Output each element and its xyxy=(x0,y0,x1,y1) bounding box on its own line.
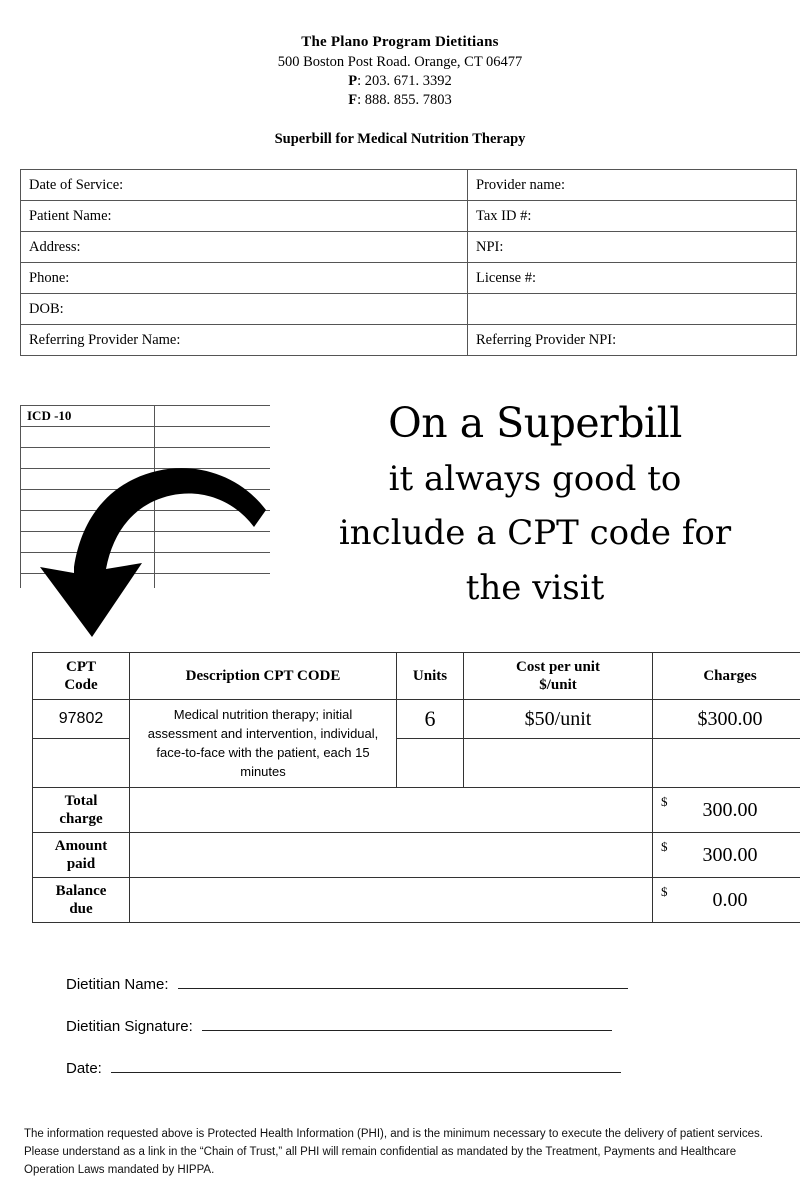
col-header-cost-line1: Cost per unit xyxy=(516,659,600,675)
table-row xyxy=(33,700,800,739)
footer-line-1: The information requested above is Protected Health Information (PHI), and is the minimum necessary to execute the delivery of patient services. xyxy=(24,1128,763,1140)
value-amount-paid xyxy=(653,833,800,878)
field-referring-provider-name: Referring Provider Name: xyxy=(21,325,468,356)
col-header-cpt-code-line1: CPT xyxy=(66,659,96,675)
field-address: Address: xyxy=(21,232,468,263)
value-amount-paid-amount: 300.00 xyxy=(702,843,758,866)
cell-spacer xyxy=(130,878,653,923)
signature-block xyxy=(66,975,766,1101)
annotation-line-3: include a CPT code for xyxy=(338,513,732,554)
table-row xyxy=(21,294,797,325)
date-row xyxy=(66,1059,766,1077)
field-date-of-service: Date of Service: xyxy=(21,170,468,201)
patient-provider-info-table xyxy=(20,169,797,356)
icd10-cell xyxy=(21,427,155,448)
dietitian-signature-label: Dietitian Signature: xyxy=(66,1018,193,1035)
table-row xyxy=(21,170,797,201)
table-row-total-charge xyxy=(33,788,800,833)
cell-units-empty xyxy=(397,739,464,788)
footer-line-2: Please understand as a link in the “Chain of Trust,” all PHI will remain confidential as mandated by the Treatment, Payments and Healthcare xyxy=(24,1145,737,1158)
col-header-description: Description CPT CODE xyxy=(130,653,397,700)
field-tax-id: Tax ID #: xyxy=(468,201,797,232)
table-row xyxy=(21,325,797,356)
dietitian-signature-input[interactable] xyxy=(202,1017,612,1031)
value-balance-due-amount: 0.00 xyxy=(712,888,748,911)
cell-cpt-code: 97802 xyxy=(33,700,130,739)
cell-description: Medical nutrition therapy; initial assessment and intervention, individual, face-to-face with the patient, each 15 minutes xyxy=(130,700,397,788)
table-row xyxy=(21,201,797,232)
col-header-cost-line2: $/unit xyxy=(539,677,577,693)
icd10-header: ICD -10 xyxy=(21,406,155,427)
col-header-cost xyxy=(464,653,653,700)
value-total-charge xyxy=(653,788,800,833)
field-phone: Phone: xyxy=(21,263,468,294)
date-label: Date: xyxy=(66,1060,102,1077)
col-header-cpt-code xyxy=(33,653,130,700)
fax-label: F xyxy=(348,92,358,108)
cell-charges-empty xyxy=(653,739,800,788)
field-dob: DOB: xyxy=(21,294,468,325)
col-header-units: Units xyxy=(397,653,464,700)
phone-label: P xyxy=(348,73,358,89)
value-total-charge-amount: 300.00 xyxy=(702,798,758,821)
value-balance-due xyxy=(653,878,800,923)
fax-number: : 888. 855. 7803 xyxy=(357,92,452,108)
label-total-charge xyxy=(33,788,130,833)
date-input[interactable] xyxy=(111,1059,621,1073)
cell-spacer xyxy=(130,833,653,878)
curved-arrow-icon xyxy=(30,455,275,640)
hipaa-footer xyxy=(24,1126,776,1179)
cell-units: 6 xyxy=(397,700,464,739)
field-license: License #: xyxy=(468,263,797,294)
table-row xyxy=(21,263,797,294)
table-header-row xyxy=(33,653,800,700)
cell-cost-empty xyxy=(464,739,653,788)
clinic-fax xyxy=(0,92,800,109)
document-header xyxy=(0,0,800,109)
cell-charges: $300.00 xyxy=(653,700,800,739)
annotation-overlay xyxy=(270,400,800,616)
table-row-amount-paid xyxy=(33,833,800,878)
cell-spacer xyxy=(130,788,653,833)
cell-cost-per-unit: $50/unit xyxy=(464,700,653,739)
annotation-line-2: it always good to xyxy=(388,459,682,500)
dietitian-signature-row xyxy=(66,1017,766,1035)
table-row-balance-due xyxy=(33,878,800,923)
label-amount-paid-line1: Amount xyxy=(54,838,108,855)
table-row xyxy=(21,232,797,263)
footer-line-3: Operation Laws mandated by HIPPA. xyxy=(24,1163,215,1176)
field-patient-name: Patient Name: xyxy=(21,201,468,232)
dollar-sign: $ xyxy=(661,884,668,900)
annotation-line-4: the visit xyxy=(465,567,605,608)
dollar-sign: $ xyxy=(661,794,668,810)
dietitian-name-label: Dietitian Name: xyxy=(66,976,169,993)
field-provider-name: Provider name: xyxy=(468,170,797,201)
clinic-name: The Plano Program Dietitians xyxy=(301,34,499,50)
label-total-charge-line1: Total xyxy=(64,793,98,810)
dietitian-name-input[interactable] xyxy=(178,975,628,989)
dietitian-name-row xyxy=(66,975,766,993)
label-balance-due-line1: Balance xyxy=(55,883,107,900)
label-total-charge-line2: charge xyxy=(59,811,103,828)
field-referring-provider-npi: Referring Provider NPI: xyxy=(468,325,797,356)
dollar-sign: $ xyxy=(661,839,668,855)
cpt-charges-table xyxy=(32,652,800,923)
label-balance-due-line2: due xyxy=(69,901,93,918)
label-amount-paid-line2: paid xyxy=(66,856,96,873)
col-header-cpt-code-line2: Code xyxy=(64,677,98,693)
clinic-address: 500 Boston Post Road. Orange, CT 06477 xyxy=(277,54,523,70)
label-balance-due xyxy=(33,878,130,923)
cell-cpt-code-empty xyxy=(33,739,130,788)
label-amount-paid xyxy=(33,833,130,878)
col-header-charges: Charges xyxy=(653,653,800,700)
field-npi: NPI: xyxy=(468,232,797,263)
annotation-line-1: On a Superbill xyxy=(388,399,682,447)
field-blank xyxy=(468,294,797,325)
document-title: Superbill for Medical Nutrition Therapy xyxy=(274,131,526,147)
phone-number: : 203. 671. 3392 xyxy=(357,73,452,89)
clinic-phone xyxy=(0,73,800,90)
